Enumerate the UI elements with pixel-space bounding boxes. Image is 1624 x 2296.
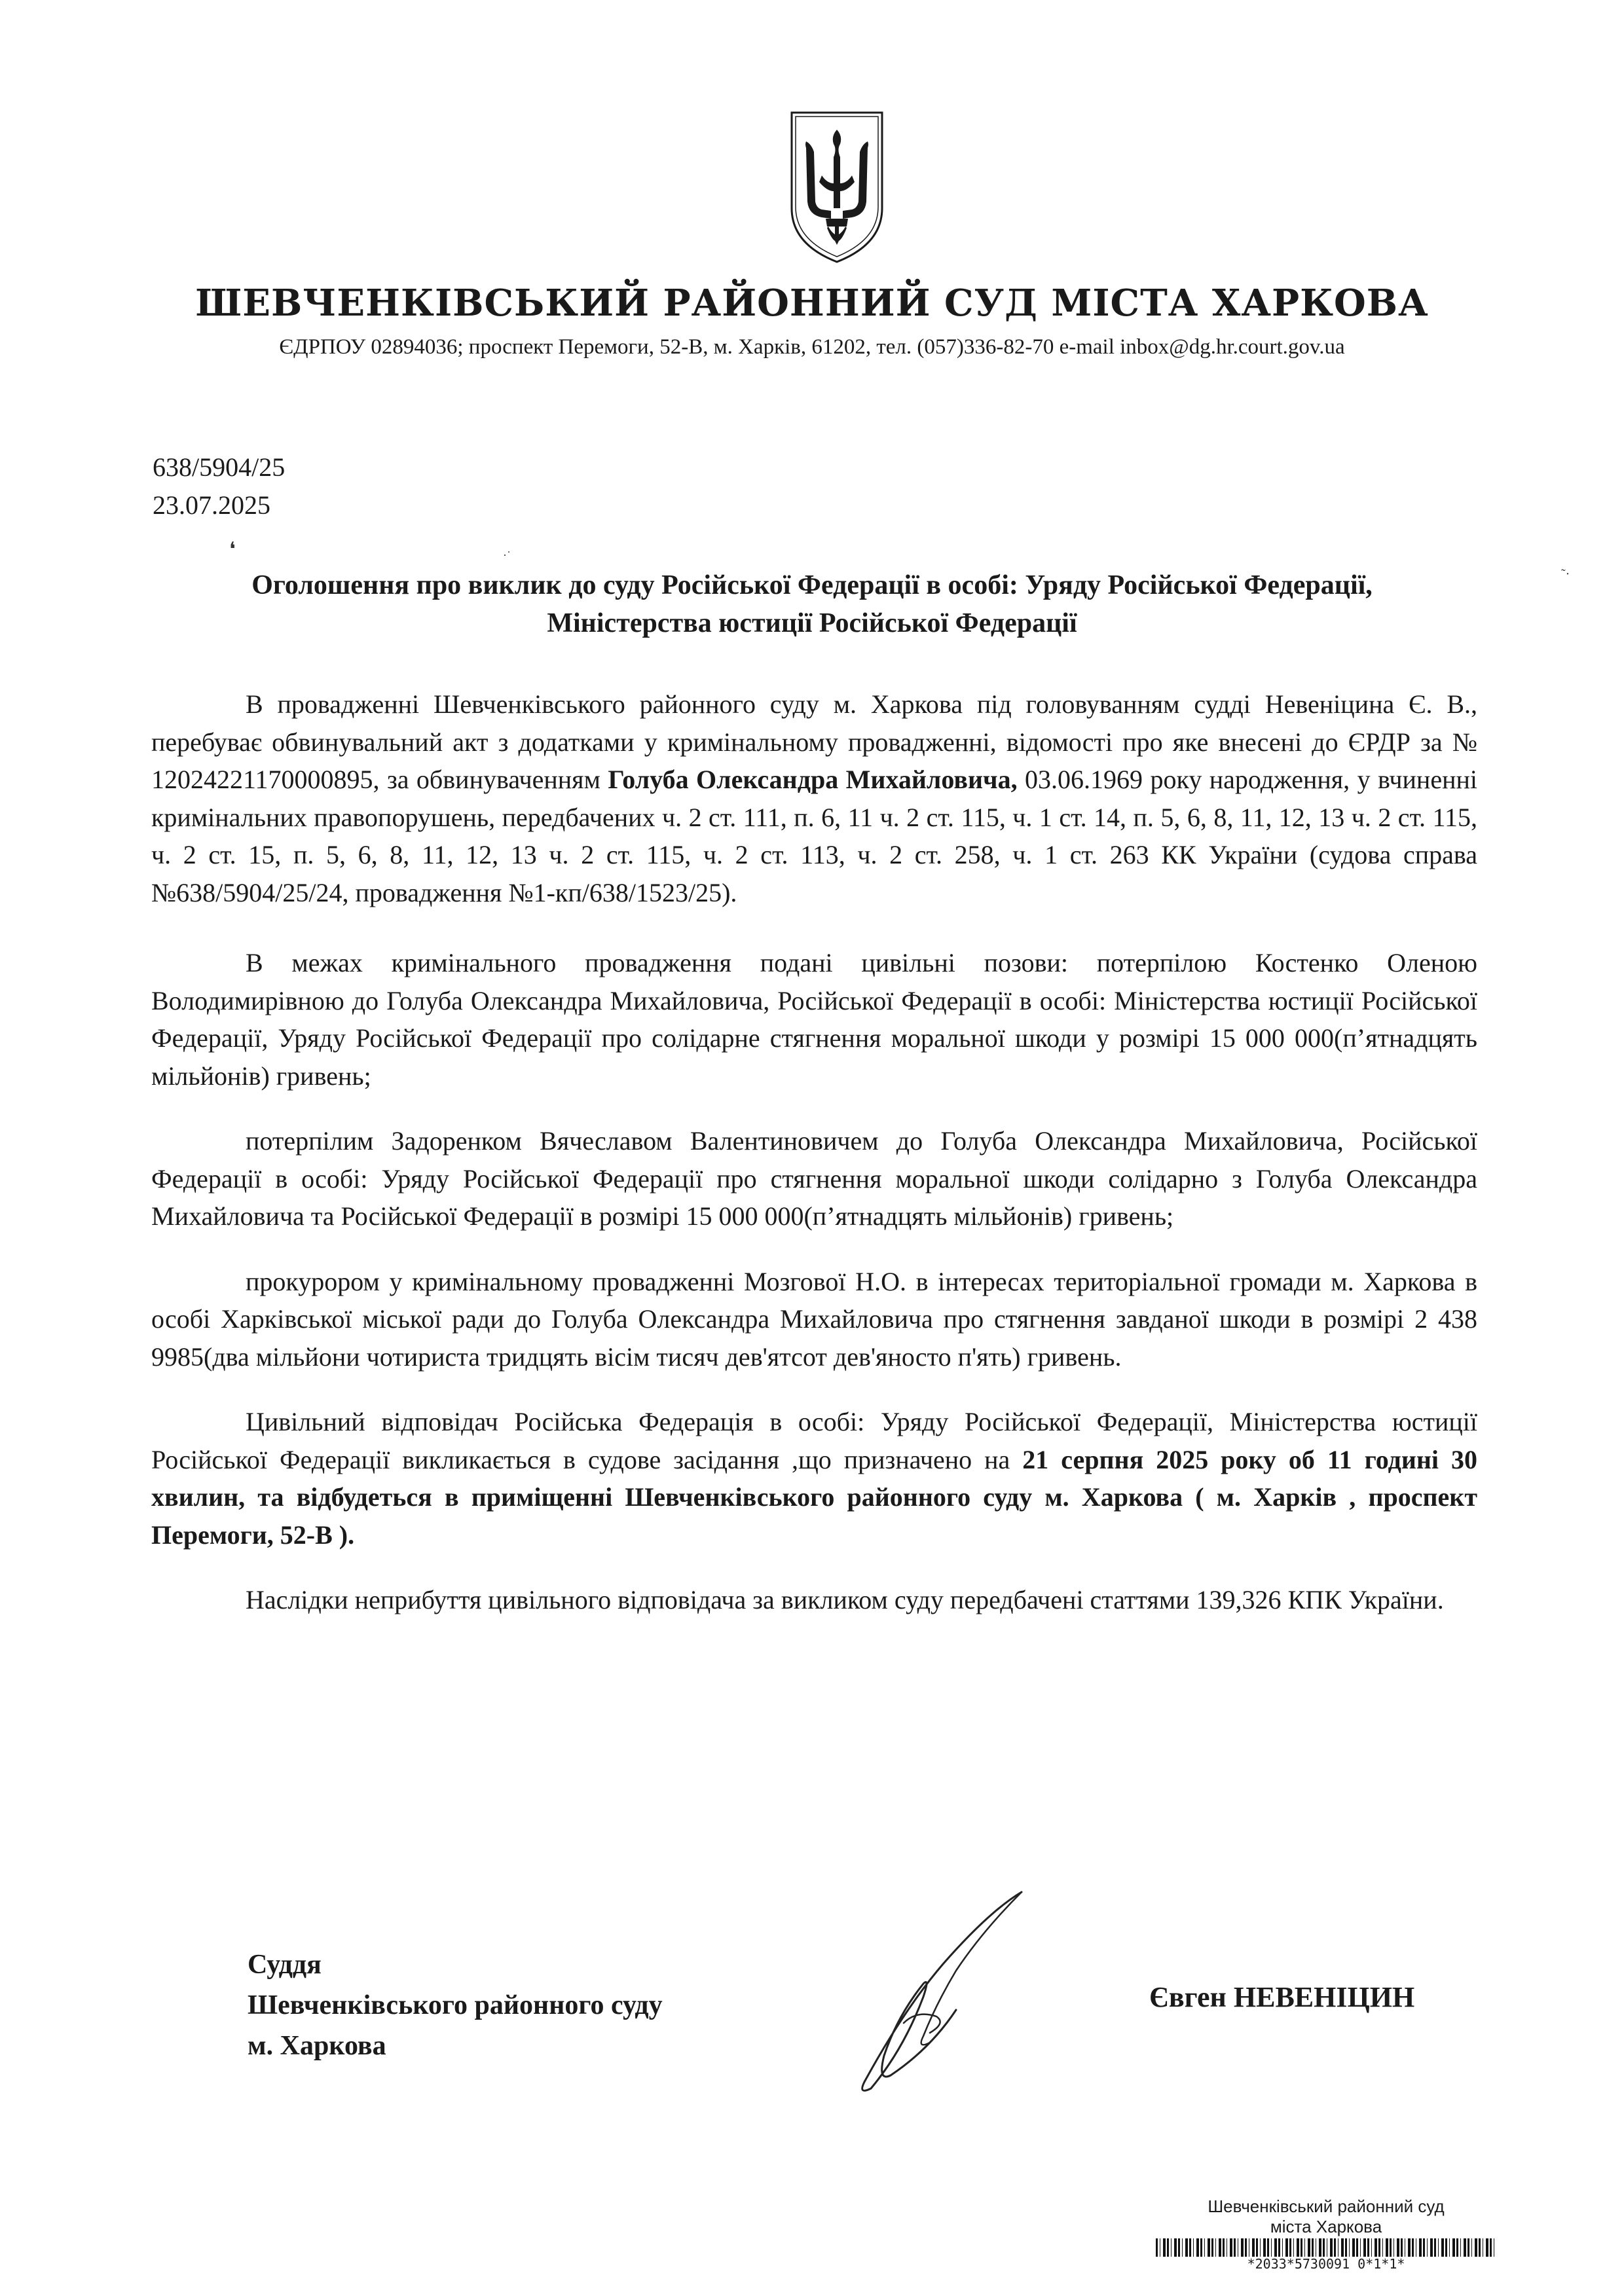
title-line-2: Міністерства юстиції Російської Федерації [547,608,1077,638]
judge-title-block [248,1944,663,2066]
judge-title-line-1: Суддя [248,1950,322,1980]
barcode-text: *2033*5730091 0*1*1* [1247,2256,1405,2272]
stamp-line-2: міста Харкова [1270,2217,1382,2236]
paragraph-2: В межах кримінального провадження подані цивільні позови: потерпілою Костенко Оленою Володимирівною до Голуба Олександра Михайловича, Російської Федерації в особі: Міністерства юстиції Російської Федерації, Уряду Російської Федерації про солідарне стягнення моральної шкоди у розмірі 15 000 000(п’ятнадцять мільйонів) гривень; [151,948,1477,1091]
paragraph-3: потерпілим Задоренком Вячеславом Валентиновичем до Голуба Олександра Михайловича, Російської Федерації в особі: Уряду Російської Федерації про стягнення моральної шкоди солідарно з Голуба Олександра Михайловича та Російської Федерації в розмірі 15 000 000(п’ятнадцять мільйонів) гривень; [151,1126,1477,1231]
paragraph-1-text-b: 03.06.1969 року народження, у вчиненні кримінальних правопорушень, передбачених ч. 2 ст. 111, п. 6, 11 ч. 2 ст. 115, ч. 1 ст. 14, п. 5, 6, 8, 11, 12, 13 ч. 2 ст. 115, ч. 2 ст. 15, п. 5, 6, 8, 11, 12, 13 ч. 2 ст. 115, ч. 2 ст. 113, ч. 2 ст. 258, ч. 1 ст. 263 КК України (судова справа №638/5904/25/24, провадження №1-кп/638/1523/25). [151,765,1477,907]
document-date: 23.07.2025 [153,490,270,520]
paragraph-5-text: Цивільний відповідач Російська Федерація в особі: Уряду Російської Федерації, Міністерства юстиції Російської Федерації викликається в судове засідання ,що призначено на [151,1407,1477,1474]
scan-speck: ˜· [1561,567,1570,581]
judge-name: Євген НЕВЕНІЦИН [1149,1981,1415,2013]
barcode-icon [1156,2238,1496,2257]
case-number: 638/5904/25 [153,452,286,482]
document-title [131,566,1493,642]
title-line-1: Оголошення про виклик до суду Російської Федерації в особі: Уряду Російської Федерації, [251,570,1373,600]
judge-title-line-2: Шевченківського районного суду [248,1990,663,2020]
handwritten-signature [825,1886,1035,2108]
paragraph-4: прокурором у кримінальному провадженні Мозгової Н.О. в інтересах територіальної громади м. Харкова в особі Харківської міської ради до Голуба Олександра Михайловича про стягнення завданої шкоди в розмірі 2 438 9985(два мільйони чотириста тридцять вісім тисяч дев'ятсот дев'яносто п'ять) гривень. [151,1266,1477,1372]
defendant-name: Голуба Олександра Михайловича, [608,765,1018,794]
registration-stamp [1146,2196,1506,2271]
court-name: ШЕВЧЕНКІВСЬКИЙ РАЙОННИЙ СУД МІСТА ХАРКОВА [195,282,1429,325]
scan-speck: ❛ [229,539,236,560]
hearing-details: 21 серпня 2025 року об 11 годині 30 хвилин, та відбудеться в приміщенні Шевченківського районного суду м. Харкова ( м. Харків , проспект Перемоги, 52-В ). [151,1444,1478,1550]
paragraph-6: Наслідки неприбуття цивільного відповідача за викликом суду передбачені статтями 139,326 КПК України. [246,1585,1444,1614]
judge-title-line-3: м. Харкова [248,2031,386,2061]
paragraph-5 [151,1403,1477,1554]
scan-speck: ·˙ [503,549,511,562]
stamp-line-1: Шевченківський районний суд [1208,2196,1445,2216]
court-contacts: ЄДРПОУ 02894036; проспект Перемоги, 52-В, м. Харків, 61202, тел. (057)336-82-70 e-mail inbox@dg.hr.court.gov.ua [279,335,1345,359]
paragraph-1-text-a: В провадженні Шевченківського районного суду м. Харкова під головуванням судді Невеніцина Є. В., перебуває обвинувальний акт з додатками у кримінальному провадженні, відомості про яке внесені до ЄРДР за № 12024221170000895, за обвинуваченням [151,689,1477,794]
document-body [151,685,1477,1647]
coat-of-arms-icon [788,110,886,264]
paragraph-1 [151,685,1477,911]
